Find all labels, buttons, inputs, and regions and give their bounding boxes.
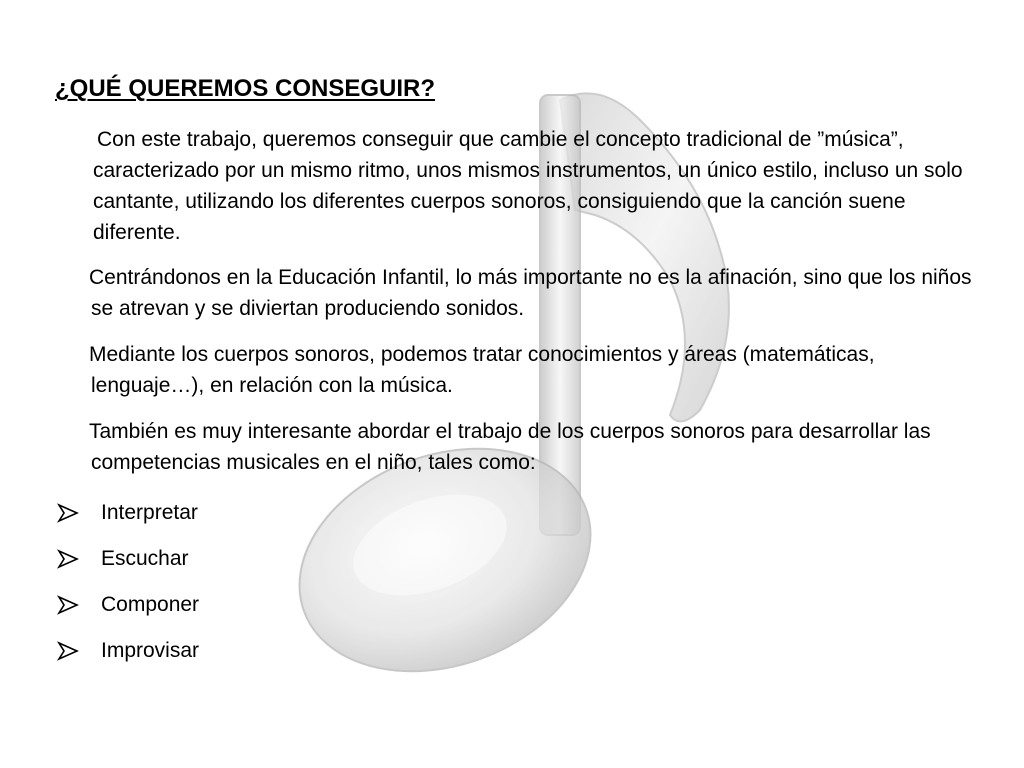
paragraph-1 [57,124,967,248]
list-item-label: Improvisar [101,639,200,662]
list-item-label: Escuchar [101,547,189,570]
paragraph-1-text: Con este trabajo, queremos conseguir que cambie el concepto tradicional de ”música”, caracterizado por un mismo ritmo, unos mismos instrumentos, un único estilo, incluso un solo cantante, utilizando los diferentes cuerpos sonoros, consiguiendo que la canción suene diferente. [93,128,963,244]
arrowhead-bullet-icon [55,549,81,569]
list-item [55,628,199,674]
arrowhead-bullet-icon [55,641,81,661]
slide-title: ¿QUÉ QUEREMOS CONSEGUIR? [55,75,436,102]
arrowhead-bullet-icon [55,503,81,523]
paragraph-3: Mediante los cuerpos sonoros, podemos tratar conocimientos y áreas (matemáticas, lenguaje…), en relación con la música. [89,343,875,397]
list-item [55,536,199,582]
list-item [55,490,199,536]
paragraph-4: También es muy interesante abordar el trabajo de los cuerpos sonoros para desarrollar las competencias musicales en el niño, tales como: [89,420,931,474]
list-item [55,582,199,628]
list-item-label: Interpretar [101,501,198,524]
list-item-label: Componer [101,593,200,616]
paragraph-2: Centrándonos en la Educación Infantil, lo más importante no es la afinación, sino que los niños se atrevan y se diviertan produciendo sonidos. [89,266,972,320]
competencies-list [55,490,199,674]
arrowhead-bullet-icon [55,595,81,615]
